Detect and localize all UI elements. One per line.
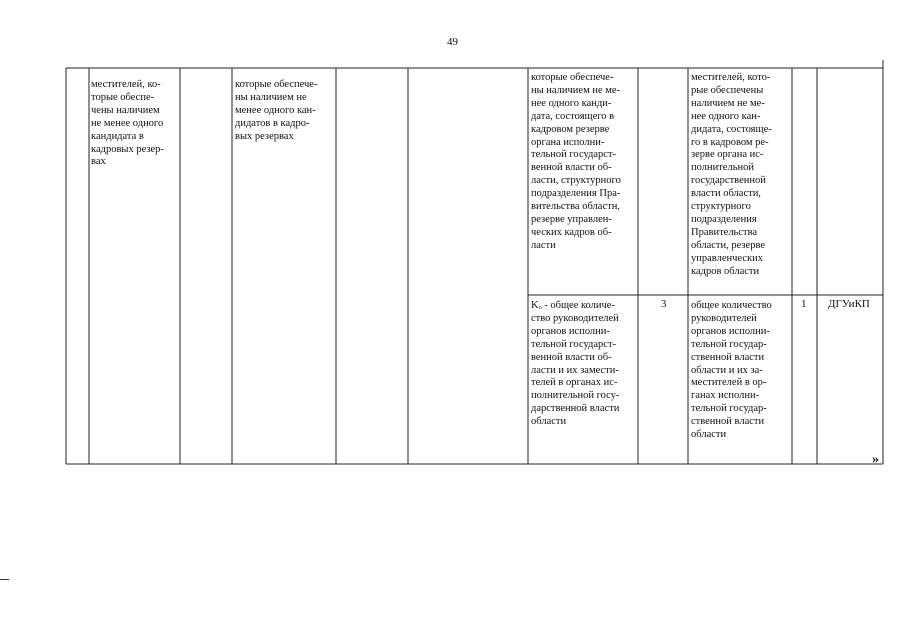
row1-col7-content: которые обеспече- ны наличием не ме- нее одного канди- дата, состоящего в кадровом резерве органа исполни- тельной государст- венной власти об- ласти, структурного подразделения Пра- вительства областн, резерве управлен- ческих кадров об- ласти — [531, 72, 621, 251]
closing-quote: » — [872, 452, 879, 467]
row1-col9-content: местителей, кото- рые обеспечены наличием не ме- нее одного кан- дидата, состояще- го в кадровом ре- зерве органа ис- полнительной государственной власти области, структурного подразделения Правительства области, резерве управленческих кадров области — [691, 72, 772, 277]
row1-col4-text — [235, 79, 335, 144]
row1-col2-content: местителей, ко- торые обеспе- чены наличием не менее одного кандидата в кадровых резер- вах — [91, 79, 164, 168]
row2-col9-content: общее количество руководителей органов исполни- тельной государ- ственной власти области и их за- местителей в ор- ганах исполни- тельной государ- ственной власти области — [691, 300, 772, 441]
margin-mark — [0, 579, 9, 580]
row2-col11-value: ДГУиКП — [828, 298, 870, 310]
row1-col4-content: которые обеспече- ны наличием не менее одного кан- дидатов в кадро- вых резервах — [235, 79, 318, 142]
row2-col8-value: 3 — [661, 298, 667, 310]
row2-col9-text — [691, 300, 791, 442]
page-number: 49 — [447, 36, 458, 48]
row1-col9-text — [691, 72, 791, 279]
row2-col7-content: Kₒ - общее количе- ство руководителей органов исполни- тельной государст- венной власти об- ласти и их замести- телей в органах ис- полнительной госу- дарственной власти области — [531, 300, 620, 428]
row1-col7-text — [531, 72, 637, 253]
row2-col10-value: 1 — [801, 298, 807, 310]
row1-col2-text — [91, 79, 179, 169]
row2-col7-text — [531, 300, 637, 429]
